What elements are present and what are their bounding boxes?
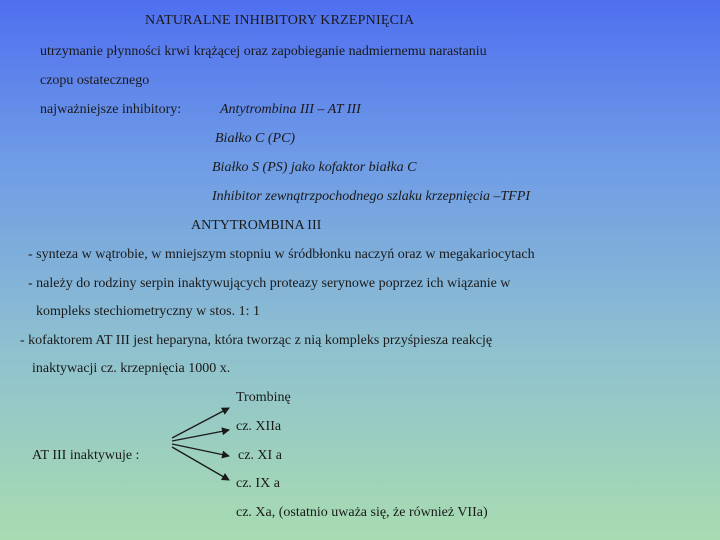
target-item: Trombinę <box>236 390 291 405</box>
inhibitor-item: Białko C (PC) <box>215 131 296 146</box>
target-item: cz. XI a <box>238 448 282 463</box>
bullet-line: inaktywacji cz. krzepnięcia 1000 x. <box>32 361 231 376</box>
target-item: cz. XIIa <box>236 419 282 434</box>
inhibitor-item: Białko S (PS) jako kofaktor białka C <box>212 160 417 175</box>
arrow-icon <box>172 430 229 441</box>
bullet-line: - należy do rodziny serpin inaktywujących proteazy serynowe poprzez ich wiązanie w <box>28 276 511 291</box>
section-title: ANTYTROMBINA III <box>191 218 322 233</box>
bullet-line: kompleks stechiometryczny w stos. 1: 1 <box>36 304 260 319</box>
slide-title: NATURALNE INHIBITORY KRZEPNIĘCIA <box>145 13 415 28</box>
arrow-icon <box>172 444 229 456</box>
bullet-line: - synteza w wątrobie, w mniejszym stopniu w śródbłonku naczyń oraz w megakariocytach <box>28 247 535 262</box>
intro-line-2: czopu ostatecznego <box>40 73 150 88</box>
inhibitor-item: Inhibitor zewnątrzpochodnego szlaku krzepnięcia –TFPI <box>212 189 531 204</box>
bullet-line: - kofaktorem AT III jest heparyna, która tworząc z nią kompleks przyśpiesza reakcję <box>20 333 493 348</box>
intro-line-1: utrzymanie płynności krwi krążącej oraz zapobieganie nadmiernemu narastaniu <box>40 44 487 59</box>
arrow-icon <box>172 408 229 438</box>
arrow-icon <box>172 447 229 480</box>
inhibitor-item: Antytrombina III – AT III <box>220 102 361 117</box>
inactivates-label: AT III inaktywuje : <box>32 448 140 463</box>
target-item: cz. IX a <box>236 476 280 491</box>
target-item: cz. Xa, (ostatnio uważa się, że również VIIa) <box>236 505 488 520</box>
inhibitors-label: najważniejsze inhibitory: <box>40 102 182 117</box>
